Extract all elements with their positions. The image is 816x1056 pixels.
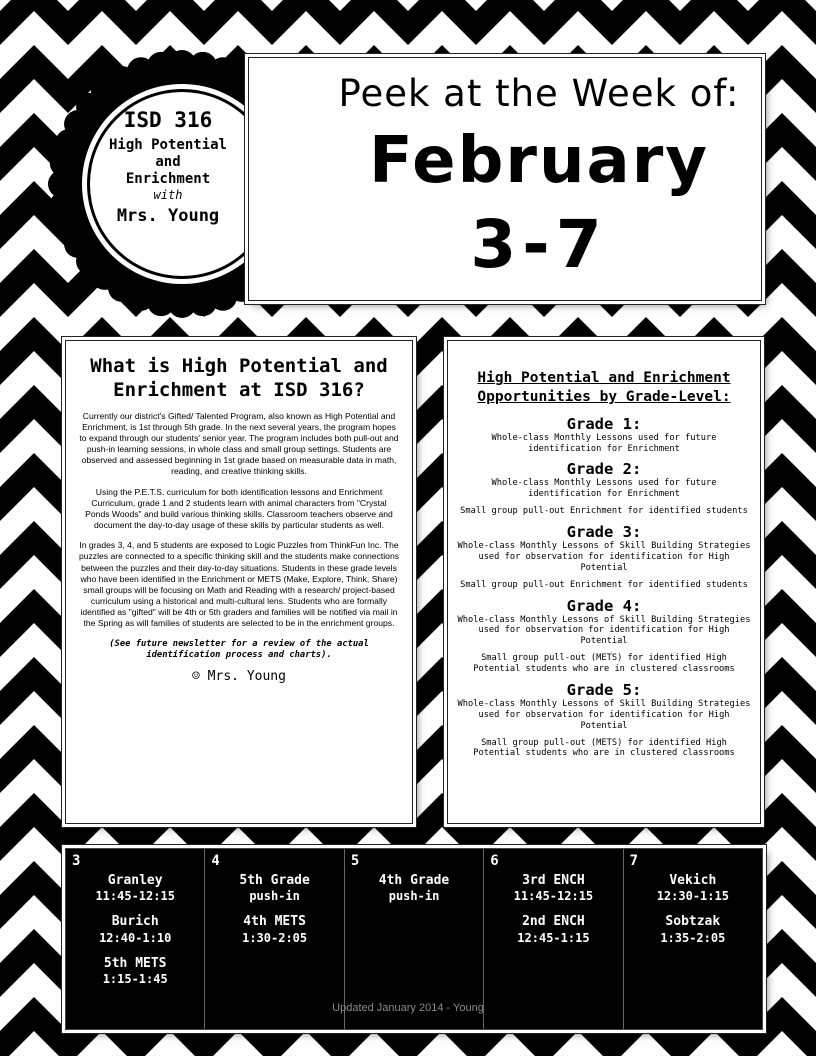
calendar-day-number: 3 (72, 853, 81, 869)
calendar-day-body (484, 873, 622, 946)
calendar-day-body (624, 873, 762, 946)
calendar-entry-time: 12:40-1:10 (99, 930, 172, 945)
grade-heading: Grade 4: (566, 596, 642, 615)
title-panel (248, 57, 762, 301)
opportunities-panel (447, 340, 761, 824)
grade-description: Whole-class Monthly Lessons used for future identification for Enrichment (491, 478, 717, 500)
calendar-entry-time: 11:45-12:15 (95, 889, 175, 904)
grade-description: Whole-class Monthly Lessons of Skill Building Strategies used for observation for identification for High Potential (457, 698, 751, 731)
badge-teacher: Mrs. Young (116, 205, 220, 226)
grade-extra: Small group pull-out (METS) for identified High Potential students who are in clustered classrooms (473, 653, 735, 675)
badge-text (92, 108, 244, 226)
badge-line: High Potential (108, 137, 227, 154)
grade-description: Whole-class Monthly Lessons used for future identification for Enrichment (491, 432, 717, 454)
title-dates: 3-7 (470, 206, 608, 283)
grade-heading: Grade 2: (566, 460, 642, 479)
calendar-day-number: 4 (211, 853, 220, 869)
badge-with: with (153, 187, 183, 202)
about-heading: What is High Potential and Enrichment at ISD 316? (90, 355, 388, 401)
grade-extra: Small group pull-out (METS) for identified High Potential students who are in clustered classrooms (473, 737, 735, 759)
grade-description: Whole-class Monthly Lessons of Skill Building Strategies used for observation for identification for High Potential (457, 614, 751, 647)
about-paragraph: In grades 3, 4, and 5 students are exposed to Logic Puzzles from ThinkFun Inc. The puzzles are connected to a specific thinking skill and the students make connections between the puzzles and their day-to-day situations. Students in these grade levels who have been identified in the Enrichment or METS (Make, Explore, Think, Share) small groups will be focusing on Math and Reading with a research/ project-based curriculum using a historical and multi-cultural lens. Students who are formally identified as "gifted" will be 4th or 5th graders and families will be notified via mail in the Spring as will families of students are selected to be in the enrichment groups. (78, 540, 400, 629)
calendar-entry-name: Granley (107, 873, 163, 888)
calendar-entry-time: push-in (249, 889, 300, 904)
calendar-entry-time: 11:45-12:15 (513, 889, 594, 904)
calendar-day-body (66, 873, 204, 987)
calendar-spacer (205, 904, 343, 914)
calendar-entry-time: 1:35-2:05 (660, 930, 726, 945)
calendar-entry-name: 3rd ENCH (522, 873, 585, 888)
calendar-entry-name: Burich (111, 914, 159, 930)
title-month: February (369, 124, 709, 198)
calendar-entry-time: 1:30-2:05 (242, 930, 308, 945)
grade-extra: Small group pull-out Enrichment for identified students (460, 506, 748, 517)
about-signature: ☺ Mrs. Young (192, 669, 286, 685)
calendar-day-number: 7 (629, 853, 639, 869)
calendar-entry-name: Vekich (669, 873, 717, 888)
badge-line: and (155, 153, 181, 170)
badge-line: Enrichment (125, 170, 211, 187)
grade-extra: Small group pull-out Enrichment for identified students (460, 579, 748, 590)
about-paragraph: Currently our district's Gifted/ Talented Program, also known as High Potential and Enrichment, is 1st through 5th grade. In the next several years, the program hopes to expand through our students' senior year. The program includes both pull-out and push-in learning sessions, in whole class and small group settings. Students are observed and assessed beginning in 1st grade based on measurable data in math, reading, and creative thinking skills. (79, 410, 399, 477)
calendar-spacer (66, 946, 204, 956)
calendar-entry-time: 1:15-1:45 (102, 971, 168, 986)
badge-org: ISD 316 (123, 108, 213, 132)
grade-heading: Grade 1: (566, 414, 642, 433)
opportunities-heading: High Potential and Enrichment Opportunities by Grade-Level: (477, 370, 731, 405)
calendar-entry-time: 12:45-1:15 (517, 930, 590, 945)
grade-description: Whole-class Monthly Lessons of Skill Building Strategies used for observation for identification for High Potential (457, 541, 751, 573)
calendar-day-number: 6 (490, 853, 499, 869)
calendar-entry-name: 2nd ENCH (522, 914, 585, 930)
title-peek: Peek at the Week of: (338, 72, 740, 115)
about-note: (See future newsletter for a review of the actual identification process and charts). (109, 638, 369, 661)
grade-heading: Grade 3: (566, 523, 642, 542)
calendar-day-body (345, 873, 483, 904)
about-paragraph: Using the P.E.T.S. curriculum for both identification lessons and Enrichment Curriculum, grade 1 and 2 students learn with animal characters from "Crystal Ponds Woods" and build various thinking skills. Classroom teachers observe and document the day-to-day usage of these skills by particular students as well. (85, 486, 393, 531)
calendar-entry-name: 4th Grade (378, 873, 450, 888)
calendar-entry-time: push-in (388, 889, 440, 904)
calendar-spacer (624, 904, 762, 914)
footer-note: Updated January 2014 - Young (332, 1002, 484, 1014)
calendar-day-number: 5 (350, 853, 360, 869)
calendar-day-body (205, 873, 343, 946)
calendar-entry-name: 5th Grade (239, 873, 310, 888)
about-panel (65, 340, 413, 824)
calendar-entry-time: 12:30-1:15 (656, 889, 729, 904)
calendar-spacer (484, 904, 622, 914)
calendar-entry-name: Sobtzak (665, 914, 721, 930)
calendar-spacer (66, 904, 204, 914)
grade-heading: Grade 5: (566, 680, 642, 699)
calendar-entry-name: 4th METS (243, 914, 306, 930)
calendar-entry-name: 5th METS (103, 955, 167, 971)
